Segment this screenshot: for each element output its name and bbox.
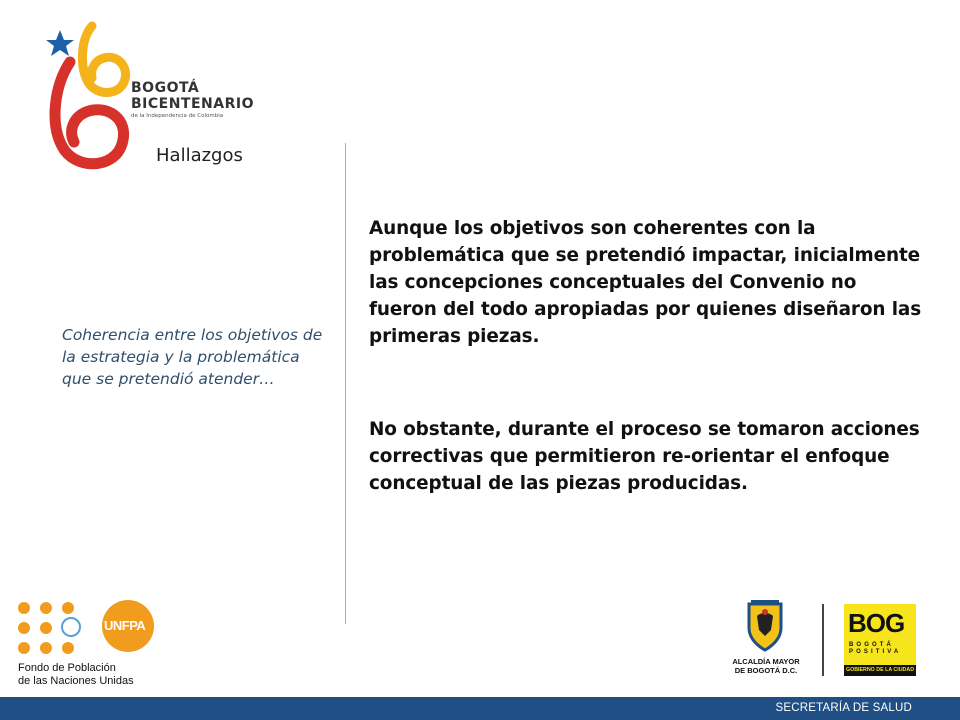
unfpa-logo — [18, 600, 168, 690]
un-emblem-icon — [61, 617, 81, 637]
footer-text: SECRETARÍA DE SALUD — [775, 702, 912, 714]
alcaldia-text — [728, 657, 804, 675]
unfpa-dot — [62, 602, 74, 614]
section-title: Hallazgos — [156, 145, 243, 166]
unfpa-dot — [18, 622, 30, 634]
unfpa-dot — [18, 602, 30, 614]
bog-positiva-text: BOGOTÁ POSITIVA — [849, 642, 902, 655]
alcaldia-line1: ALCALDÍA MAYOR — [732, 657, 800, 666]
unfpa-dot — [62, 642, 74, 654]
alcaldia-logo — [728, 600, 828, 680]
unfpa-brand: UNFPA — [104, 618, 146, 633]
unfpa-dot — [40, 622, 52, 634]
finding-paragraph-1: Aunque los objetivos son coherentes con la problemática que se pretendió impactar, inicialmente las concepciones conceptuales del Convenio no fueron del todo apropiadas por quienes diseñaron las primeras piezas. — [369, 218, 922, 347]
unfpa-name-line2: de las Naciones Unidas — [18, 675, 134, 687]
alcaldia-line2: DE BOGOTÁ D.C. — [734, 666, 798, 675]
unfpa-dot — [40, 602, 52, 614]
vertical-divider — [345, 143, 346, 624]
unfpa-name-line1: Fondo de Población — [18, 662, 116, 674]
side-note: Coherencia entre los objetivos de la estrategia y la problemática que se pretendió atender… — [62, 326, 323, 388]
logo-separator — [822, 604, 824, 676]
unfpa-dot — [18, 642, 30, 654]
logo-text-line2: BICENTENARIO — [131, 96, 254, 112]
finding-paragraph-2: No obstante, durante el proceso se tomaron acciones correctivas que permitieron re-orientar el enfoque conceptual de las piezas producidas. — [369, 419, 920, 494]
unfpa-dot — [40, 642, 52, 654]
coat-of-arms-icon — [745, 600, 785, 652]
unfpa-name — [18, 662, 134, 688]
bog-tagline: GOBIERNO DE LA CIUDAD — [844, 665, 916, 676]
footer-bar — [0, 697, 960, 720]
logo-text-line1: BOGOTÁ — [131, 80, 200, 96]
bog-word: BOG — [848, 608, 905, 638]
bogota-positiva-logo — [844, 604, 916, 676]
logo-text-line3: de la Independencia de Colombia — [131, 113, 224, 119]
